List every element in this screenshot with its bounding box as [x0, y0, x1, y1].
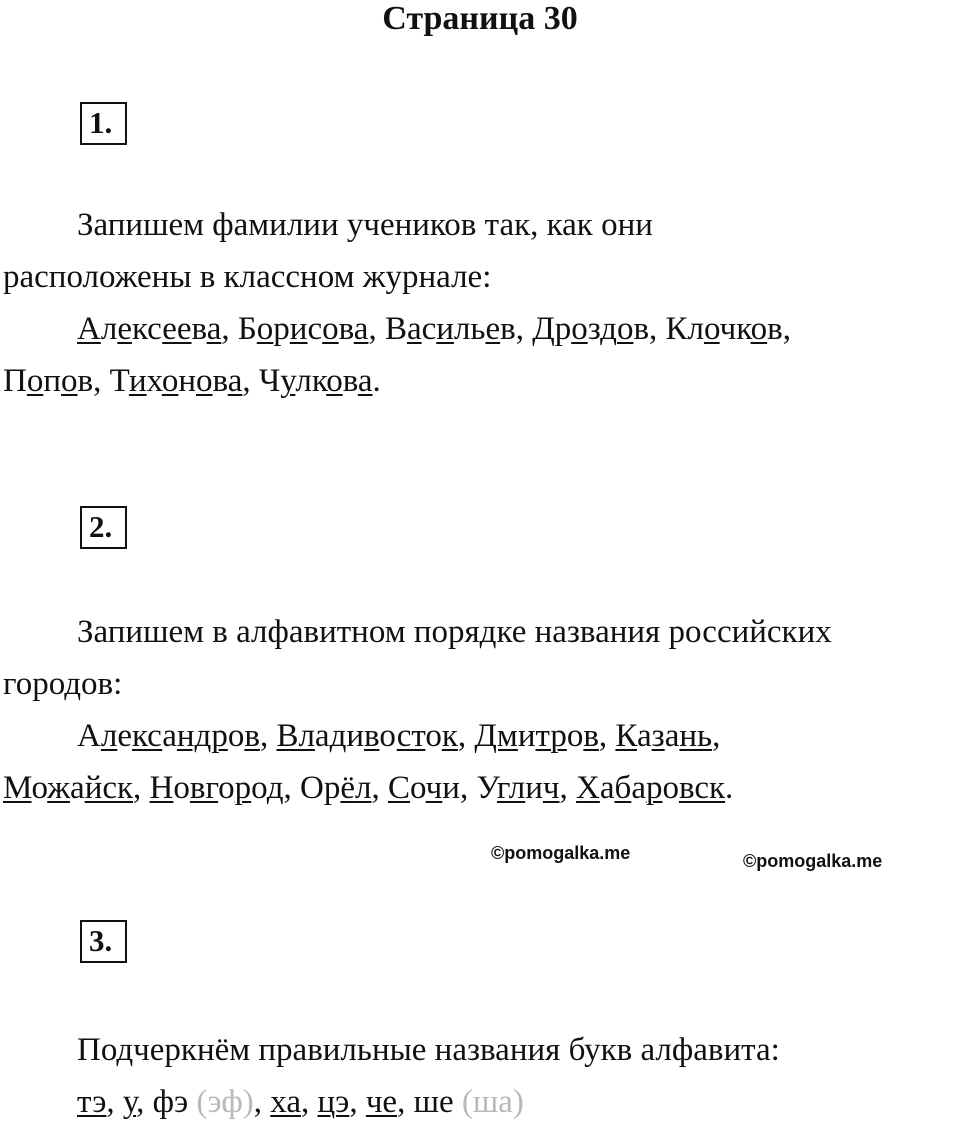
task-2-answer-line-2: Можайск, Новгород, Орёл, Сочи, Углич, Хабаровск. [3, 770, 734, 806]
task-1-answer-line-1: Алексеева, Борисова, Васильев, Дроздов, Клочков, [77, 311, 791, 347]
task-3-text [3, 1024, 957, 1128]
task-2-intro-line-2: городов: [3, 666, 123, 702]
task-1-number: 1. [80, 102, 127, 145]
task-1-intro-line-1: Запишем фамилии учеников так, как они [77, 207, 653, 243]
task-1-intro-line-2: расположены в классном журнале: [3, 259, 492, 295]
watermark-1: ©pomogalka.me [491, 843, 631, 863]
task-2-number: 2. [80, 506, 127, 549]
task-3-answer-line-1: тэ, у, фэ (эф), ха, цэ, че, ше (ша) [77, 1084, 524, 1120]
task-3-number: 3. [80, 920, 127, 963]
task-1-answer-line-2: Попов, Тихонова, Чулкова. [3, 363, 381, 399]
task-3-intro-line-1: Подчеркнём правильные названия букв алфавита: [77, 1032, 780, 1068]
task-1-text [3, 199, 957, 407]
task-2-intro-line-1: Запишем в алфавитном порядке названия российских [77, 614, 832, 650]
page-title: Страница 30 [382, 0, 578, 37]
task-2-answer-line-1: Александров, Владивосток, Дмитров, Казань, [77, 718, 721, 754]
watermark-2: ©pomogalka.me [743, 851, 883, 871]
task-2-text [3, 606, 957, 814]
